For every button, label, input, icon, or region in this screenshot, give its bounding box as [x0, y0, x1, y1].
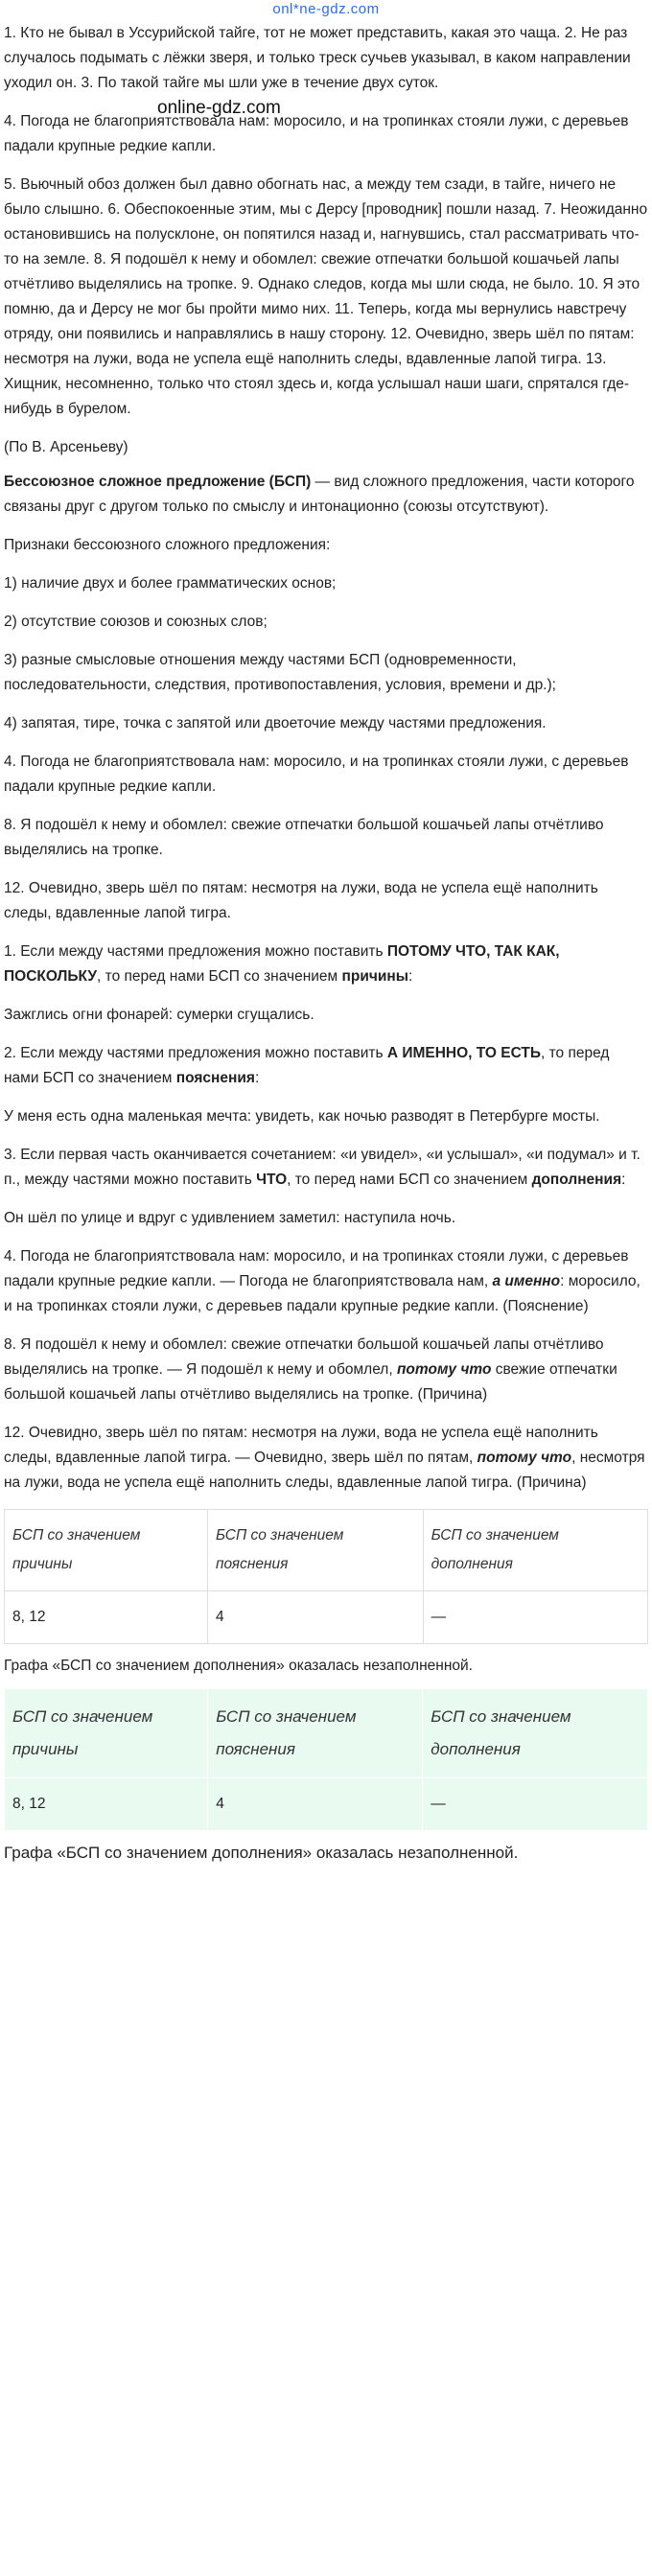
table-header-cell: БСП со значением причины	[5, 1510, 208, 1591]
table-cell: 4	[208, 1591, 424, 1644]
signs-title: Признаки бессоюзного сложного предложения:	[4, 537, 331, 553]
rule-text: :	[408, 968, 413, 985]
rule-example: У меня есть одна маленькая мечта: увидеть, как ночью разводят в Петербурге мосты.	[4, 1108, 600, 1125]
rule-explanation	[4, 1041, 648, 1091]
example: 4. Погода не благоприятствовала нам: моросило, и на тропинках стояли лужи, с деревьев падали крупные редкие капли.	[4, 754, 629, 795]
table-header-cell: БСП со значением пояснения	[208, 1510, 424, 1591]
table-cell: 8, 12	[5, 1778, 208, 1831]
rule-complement	[4, 1143, 648, 1193]
result-table-highlighted	[4, 1688, 648, 1831]
definition	[4, 470, 648, 520]
rule-text: :	[621, 1172, 626, 1188]
analysis-item	[4, 1421, 648, 1496]
site-logo[interactable]: onl*ne-gdz.com	[272, 1, 380, 17]
analysis-conjunction: потому что	[396, 1361, 492, 1378]
table-cell: 8, 12	[5, 1591, 208, 1644]
rule-cause	[4, 940, 648, 989]
table-header-row	[5, 1689, 648, 1778]
analysis-conjunction: потому что	[477, 1450, 572, 1466]
watermark: online-gdz.com	[157, 98, 281, 118]
analysis-text: 8. Я подошёл к нему и обомлел: свежие отпечатки большой кошачьей лапы отчётливо выделялись на тропке. — Я подошёл к нему и обомлел,	[4, 1336, 604, 1378]
sign-item: 2) отсутствие союзов и союзных слов;	[4, 614, 268, 630]
definition-text: — вид сложного предложения, части которого связаны друг с другом только по смыслу и интонационно (союзы отсутствуют).	[4, 474, 635, 515]
analysis-item	[4, 1244, 648, 1319]
rule-example: Он шёл по улице и вдруг с удивлением заметил: наступила ночь.	[4, 1210, 456, 1226]
rule-example: Зажглись огни фонарей: сумерки сгущались.	[4, 1007, 314, 1023]
rule-meaning: пояснения	[175, 1070, 255, 1086]
example: 12. Очевидно, зверь шёл по пятам: несмотря на лужи, вода не успела ещё наполнить следы, вдавленные лапой тигра.	[4, 880, 598, 921]
analysis-text: свежие отпечатки большой кошачьей лапы отчётливо выделялись на тропке. (Причина)	[4, 1361, 617, 1403]
rule-conjunction: ЧТО	[256, 1172, 288, 1188]
rule-text: , то перед нами БСП со значением	[4, 1045, 610, 1086]
result-table	[4, 1509, 648, 1644]
table-row	[5, 1591, 648, 1644]
rule-text: , то перед нами БСП со значением	[287, 1172, 532, 1188]
table-row	[5, 1778, 648, 1831]
table-header-row	[5, 1510, 648, 1591]
analysis-text: : моросило, и на тропинках стояли лужи, с деревьев падали крупные редкие капли. (Пояснение)	[4, 1273, 640, 1314]
table-header-cell: БСП со значением пояснения	[208, 1689, 423, 1778]
site-header	[4, 0, 648, 21]
table-cell: —	[423, 1778, 648, 1831]
analysis-text: , несмотря на лужи, вода не успела ещё наполнить следы, вдавленные лапой тигра. (Причина)	[4, 1450, 645, 1491]
rule-conjunction: ПОТОМУ ЧТО, ТАК КАК, ПОСКОЛЬКУ	[4, 943, 560, 985]
text-paragraph-3: 5. Вьючный обоз должен был давно обогнать нас, а между тем сзади, в тайге, ничего не было слышно. 6. Обеспокоенные этим, мы с Дерсу [проводник] пошли назад. 7. Неожиданно остановившись на полусклоне, он попятился назад и, нагнувшись, стал рассматривать что-то на земле. 8. Я подошёл к нему и обомлел: свежие отпечатки большой кошачьей лапы отчётливо выделялись на тропке. 9. Однако следов, когда мы шли сюда, не было. 10. Я это помню, да и Дерсу не мог бы пройти мимо них. 11. Теперь, когда мы вернулись навстречу отряду, они появились и направлялись в нашу сторону. 12. Очевидно, зверь шёл по пятам: несмотря на лужи, вода не успела ещё наполнить следы, вдавленные лапой тигра. 13. Хищник, несомненно, только что стоял здесь и, когда услышал наши шаги, спрятался где-нибудь в бурелом.	[4, 176, 648, 417]
text-paragraph-1: 1. Кто не бывал в Уссурийской тайге, тот не может представить, какая это чаща. 2. Не раз случалось подымать с лёжки зверя, и только треск сучьев указывал, в каком направлении уходил он. 3. По такой тайге мы шли уже в течение двух суток.	[4, 25, 631, 91]
sign-item: 3) разные смысловые отношения между частями БСП (одновременности, последовательности, следствия, противопоставления, условия, времени и др.);	[4, 652, 556, 693]
sign-item: 1) наличие двух и более грамматических основ;	[4, 575, 337, 592]
conclusion-final: Графа «БСП со значением дополнения» оказалась незаполненной.	[4, 1844, 519, 1862]
analysis-text: 4. Погода не благоприятствовала нам: моросило, и на тропинках стояли лужи, с деревьев падали крупные редкие капли. — Погода не благоприятствовала нам,	[4, 1248, 629, 1289]
rule-meaning: дополнения	[531, 1172, 622, 1188]
text-paragraph-2: 4. Погода не благоприятствовала нам: моросило, и на тропинках стояли лужи, с деревьев падали крупные редкие капли.	[4, 113, 629, 154]
rule-text: 3. Если первая часть оканчивается сочетанием: «и увидел», «и услышал», «и подумал» и т. п., между частями можно поставить	[4, 1147, 640, 1188]
table-cell: 4	[208, 1778, 423, 1831]
rule-text: 2. Если между частями предложения можно поставить	[4, 1045, 387, 1061]
rule-meaning: причины	[341, 968, 408, 985]
rule-conjunction: А ИМЕННО, ТО ЕСТЬ	[386, 1045, 541, 1061]
table-cell: —	[423, 1591, 647, 1644]
conclusion: Графа «БСП со значением дополнения» оказалась незаполненной.	[4, 1658, 473, 1674]
author: (По В. Арсеньеву)	[4, 439, 128, 455]
table-header-cell: БСП со значением дополнения	[423, 1689, 648, 1778]
rule-text: :	[254, 1070, 260, 1086]
analysis-conjunction: а именно	[492, 1273, 561, 1289]
definition-term: Бессоюзное сложное предложение (БСП)	[4, 474, 312, 490]
table-header-cell: БСП со значением причины	[5, 1689, 208, 1778]
analysis-text: 12. Очевидно, зверь шёл по пятам: несмотря на лужи, вода не успела ещё наполнить следы, вдавленные лапой тигра. — Очевидно, зверь шёл по пятам,	[4, 1425, 598, 1466]
table-header-cell: БСП со значением дополнения	[423, 1510, 647, 1591]
rule-text: 1. Если между частями предложения можно поставить	[4, 943, 387, 960]
rule-text: , то перед нами БСП со значением	[97, 968, 342, 985]
example: 8. Я подошёл к нему и обомлел: свежие отпечатки большой кошачьей лапы отчётливо выделялись на тропке.	[4, 817, 604, 858]
analysis-item	[4, 1333, 648, 1407]
sign-item: 4) запятая, тире, точка с запятой или двоеточие между частями предложения.	[4, 715, 547, 731]
